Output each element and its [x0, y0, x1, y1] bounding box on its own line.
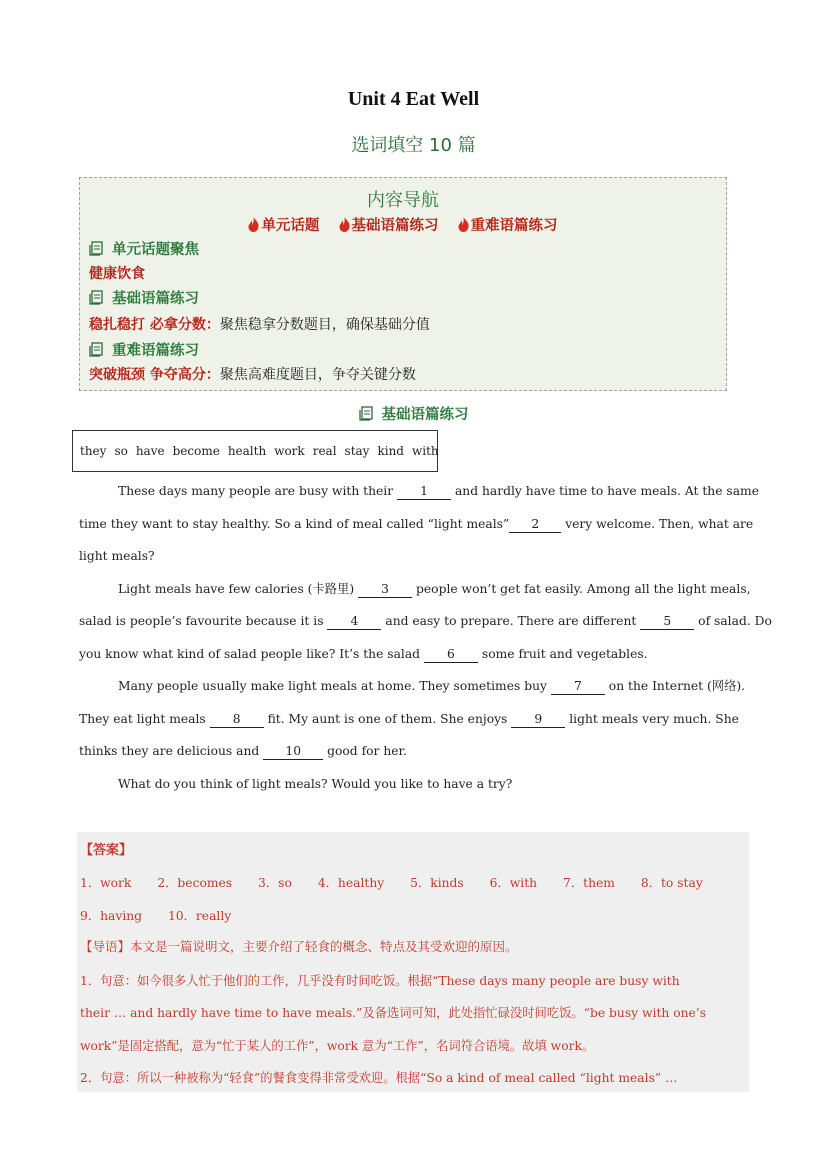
nav-link-label: 重难语篇练习: [470, 218, 558, 234]
section-heading-text: 重难语篇练习: [112, 343, 199, 359]
passage-line: [118, 573, 751, 606]
answer-guide: 【导语】本文是一篇说明文，主要介绍了轻食的概念、特点及其受欢迎的原因。: [80, 939, 518, 954]
passage-text: some fruit and vegetables.: [481, 646, 648, 661]
answer-section: [77, 832, 749, 1092]
passage-text: salad is people’s favourite because it is: [79, 614, 324, 628]
passage-line: [79, 540, 155, 573]
answer-item: 3．so: [258, 876, 292, 890]
nav-basic-desc: 聚焦稳拿分数题目，确保基础分值: [219, 317, 430, 333]
answer-item: 1．work: [80, 876, 132, 890]
document-icon: [89, 241, 104, 256]
nav-advanced-desc: 聚焦高难度题目，争夺关键分数: [219, 367, 416, 383]
answer-heading: 【答案】: [80, 843, 133, 858]
passage-text: thinks they are delicious and: [79, 744, 260, 758]
answer-item: 7．them: [563, 876, 615, 890]
passage-line: [79, 703, 739, 736]
explanation-line: 1．句意：如今很多人忙于他们的工作，几乎没有时间吃饭。根据“These days many people are busy with: [80, 974, 680, 988]
passage-text: people won’t get fat easily. Among all the light meals,: [416, 581, 751, 596]
passage-text: They eat light meals: [79, 711, 206, 726]
answer-item: 8．to stay: [640, 876, 703, 890]
document-icon: [89, 342, 104, 357]
passage-text: Light meals have few calories (卡路里): [118, 581, 355, 596]
answer-item: 9．having: [80, 909, 143, 923]
document-icon: [359, 406, 374, 421]
flame-icon: [248, 217, 259, 232]
nav-link-basic[interactable]: [339, 218, 444, 234]
nav-title: 内容导航: [367, 190, 439, 211]
section-heading-text: 基础语篇练习: [112, 291, 199, 307]
flame-icon: [339, 217, 350, 232]
word-bank-item: work: [274, 444, 305, 458]
passage-text: time they want to stay healthy. So a kind of meal called “light meals”: [79, 516, 510, 531]
explanation-line: work”是固定搭配，意为“忙于某人的工作”，work 意为“工作”，名词符合语境。故填 work。: [80, 1039, 595, 1053]
word-bank-item: health: [227, 444, 267, 458]
blank-6[interactable]: 6: [424, 646, 478, 663]
word-bank-item: stay: [344, 444, 370, 458]
answer-item: 10．really: [167, 909, 232, 923]
passage-text: Many people usually make light meals at home. They sometimes buy: [118, 679, 547, 693]
passage-text: These days many people are busy with their: [118, 484, 394, 498]
passage-text: you know what kind of salad people like? It’s the salad: [79, 646, 421, 661]
passage-text: and easy to prepare. There are different: [385, 614, 637, 628]
passage-line: [118, 768, 512, 801]
passage-text: on the Internet (网络).: [608, 679, 746, 693]
nav-advanced-label: 突破瓶颈 争夺高分：: [89, 367, 220, 383]
nav-link-advanced[interactable]: [458, 218, 558, 234]
passage-line: [79, 605, 772, 638]
passage-text: What do you think of light meals? Would you like to have a try?: [118, 776, 513, 791]
blank-8[interactable]: 8: [210, 711, 264, 728]
word-bank-item: with: [412, 444, 439, 458]
page-subtitle: 选词填空 10 篇: [351, 135, 476, 156]
answer-row: [80, 906, 253, 924]
blank-1[interactable]: 1: [397, 483, 451, 500]
section-heading-text: 单元话题聚焦: [112, 242, 199, 258]
word-bank-item: have: [135, 444, 165, 458]
nav-basic-description: [89, 314, 430, 334]
word-bank-item: real: [312, 444, 337, 458]
explanation-line: their … and hardly have time to have meals.”及备选词可知，此处指忙碌没时间吃饭。“be busy with one’s: [80, 1006, 707, 1020]
answer-item: 5．kinds: [410, 876, 464, 890]
nav-link-label: 基础语篇练习: [351, 218, 439, 234]
blank-2[interactable]: 2: [509, 516, 561, 533]
word-bank: [72, 430, 438, 472]
nav-section-heading-basic: [89, 287, 199, 308]
passage-line: [118, 670, 745, 703]
passage-line: [79, 508, 753, 541]
passage-line: [79, 638, 648, 671]
passage-text: good for her.: [327, 744, 407, 758]
passage-text: light meals very much. She: [569, 711, 739, 726]
word-bank-item: they: [80, 444, 107, 458]
nav-link-label: 单元话题: [261, 218, 320, 234]
answer-item: 6．with: [489, 876, 538, 890]
flame-icon: [458, 217, 469, 232]
document-icon: [89, 290, 104, 305]
passage-text: fit. My aunt is one of them. She enjoys: [267, 711, 508, 726]
nav-links: [80, 214, 726, 235]
section-title-text: 基础语篇练习: [381, 407, 469, 423]
passage-text: light meals?: [79, 549, 155, 563]
nav-advanced-description: [89, 364, 416, 384]
answer-row: [80, 873, 725, 891]
blank-4[interactable]: 4: [327, 613, 381, 630]
section-title: [0, 403, 827, 424]
nav-basic-label: 稳扎稳打 必拿分数：: [89, 317, 220, 333]
passage-text: and hardly have time to have meals. At the same: [454, 484, 759, 498]
explanation-line: 2．句意：所以一种被称为“轻食”的餐食变得非常受欢迎。根据“So a kind of meal called “light meals” …: [80, 1071, 678, 1085]
passage-line: [79, 735, 407, 768]
blank-7[interactable]: 7: [551, 678, 605, 695]
content-navigation-box: [79, 177, 727, 391]
blank-10[interactable]: 10: [263, 743, 323, 760]
word-bank-item: so: [114, 444, 128, 458]
blank-9[interactable]: 9: [511, 711, 565, 728]
nav-link-topic[interactable]: [248, 218, 324, 234]
nav-section-heading-topic: [89, 238, 199, 259]
passage-line: [118, 475, 759, 508]
word-bank-item: kind: [377, 444, 404, 458]
word-bank-item: become: [172, 444, 220, 458]
blank-5[interactable]: 5: [640, 613, 694, 630]
passage-text: very welcome. Then, what are: [565, 516, 754, 531]
answer-item: 4．healthy: [317, 876, 385, 890]
answer-item: 2．becomes: [157, 876, 233, 890]
blank-3[interactable]: 3: [358, 581, 412, 598]
passage-text: of salad. Do: [698, 614, 772, 628]
page-title: Unit 4 Eat Well: [347, 88, 480, 110]
nav-topic-label: 健康饮食: [89, 266, 145, 282]
nav-section-heading-advanced: [89, 339, 199, 360]
